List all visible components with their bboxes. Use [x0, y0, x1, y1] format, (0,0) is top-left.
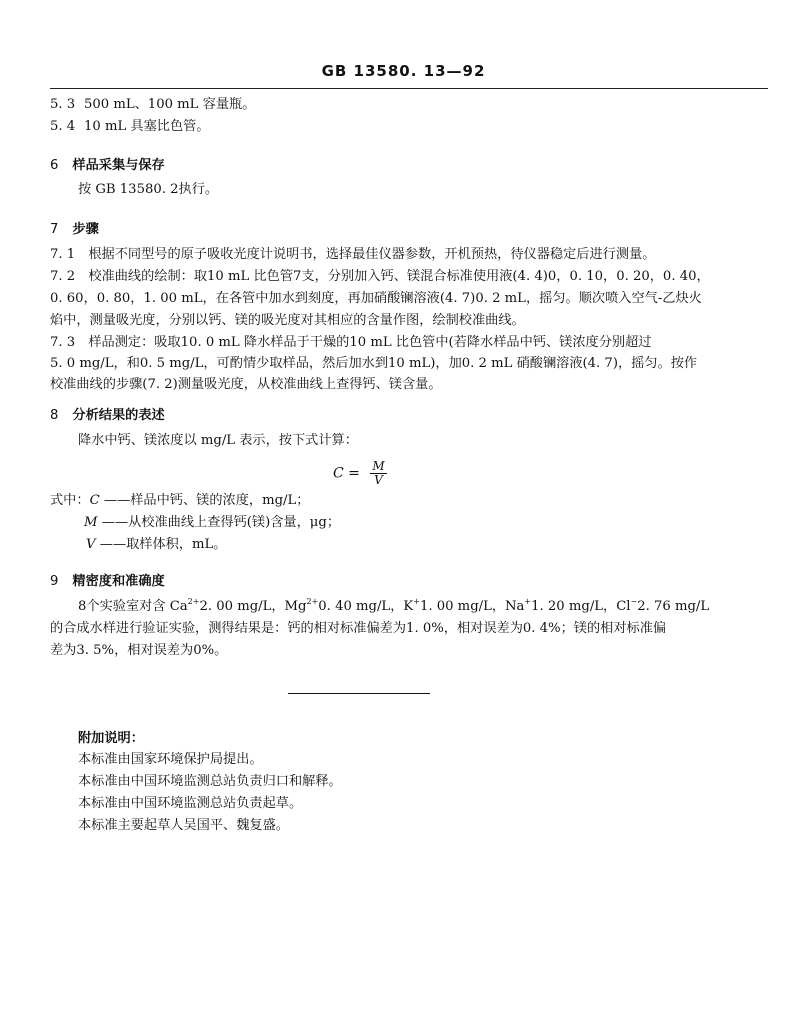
section-6-body: 按 GB 13580. 2执行。 — [78, 182, 219, 197]
text-run: 2. 00 mg/L，Mg — [199, 599, 307, 614]
section-8-heading — [50, 404, 165, 423]
where-label: 式中： — [50, 493, 90, 508]
section-8-intro: 降水中钙、镁浓度以 mg/L 表示，按下式计算： — [78, 433, 358, 448]
superscript: + — [524, 597, 532, 606]
note-line: 本标准由中国环境监测总站负责归口和解释。 — [78, 774, 342, 789]
variable-definition — [84, 514, 340, 532]
variable-description: ——样品中钙、镁的浓度，mg/L； — [99, 493, 310, 508]
section-9-line: 差为3. 5%，相对误差为0%。 — [50, 643, 228, 658]
section-9-heading — [50, 570, 165, 589]
section-number: 7 — [50, 222, 59, 237]
text-run: 0. 40 mg/L，K — [318, 599, 414, 614]
section-7-line: 焰中，测量吸光度，分别以钙、镁的吸光度对其相应的含量作图，绘制校准曲线。 — [50, 313, 525, 328]
superscript: 2+ — [187, 597, 200, 606]
section-7-line: 0. 60，0. 80，1. 00 mL，在各管中加水到刻度，再加硝酸镧溶液(4. 7)0. 2 mL，摇匀。顺次喷入空气-乙炔火 — [50, 291, 702, 306]
section-7-line: 7. 1 根据不同型号的原子吸收光度计说明书，选择最佳仪器参数，开机预热，待仪器稳定后进行测量。 — [50, 247, 656, 262]
section-number: 8 — [50, 408, 59, 423]
header-rule — [50, 88, 768, 89]
formula-denominator: V — [374, 473, 383, 487]
variable-description: ——取样体积，mL。 — [95, 537, 227, 552]
note-line: 本标准由国家环境保护局提出。 — [78, 752, 263, 767]
section-number: 6 — [50, 158, 59, 173]
standard-code-header: GB 13580. 13—92 — [321, 62, 486, 80]
variable-description: ——从校准曲线上查得钙(镁)含量，μg； — [97, 515, 341, 530]
text-run: 8个实验室对含 Ca — [78, 599, 188, 614]
variable-symbol: V — [86, 537, 96, 552]
item-number: 5. 3 — [50, 97, 76, 112]
notes-title: 附加说明： — [78, 731, 144, 746]
section-7-line: 校准曲线的步骤(7. 2)测量吸光度，从校准曲线上查得钙、镁含量。 — [50, 377, 442, 392]
variable-definition — [50, 492, 309, 510]
item-5-3 — [50, 96, 255, 114]
section-7-line: 7. 2 校准曲线的绘制：取10 mL 比色管7支，分别加入钙、镁混合标准使用液(4. 4)0，0. 10，0. 20，0. 40， — [50, 269, 710, 284]
variable-symbol: M — [84, 515, 98, 530]
formula-fraction — [370, 460, 386, 487]
formula-lhs: C = — [333, 465, 360, 482]
superscript: − — [630, 597, 638, 606]
item-number: 5. 4 — [50, 119, 76, 134]
section-title: 步骤 — [72, 222, 99, 237]
section-6-heading — [50, 154, 165, 173]
section-title: 精密度和准确度 — [72, 574, 165, 589]
variable-definition — [86, 536, 227, 554]
end-separator — [288, 693, 430, 694]
section-7-line: 5. 0 mg/L，和0. 5 mg/L，可酌情少取样品，然后加水到10 mL)，加0. 2 mL 硝酸镧溶液(4. 7)，摇匀。按作 — [50, 356, 698, 371]
item-text: 500 mL、100 mL 容量瓶。 — [84, 97, 256, 112]
section-title: 分析结果的表述 — [72, 408, 165, 423]
section-7-heading — [50, 218, 99, 237]
section-number: 9 — [50, 574, 59, 589]
note-line: 本标准由中国环境监测总站负责起草。 — [78, 796, 303, 811]
text-run: 1. 20 mg/L，Cl — [531, 599, 631, 614]
formula-numerator: M — [372, 459, 385, 473]
item-5-4 — [50, 118, 210, 136]
section-9-line: 的合成水样进行验证实验，测得结果是：钙的相对标准偏差为1. 0%，相对误差为0. 4%；镁的相对标准偏 — [50, 621, 667, 636]
variable-symbol: C — [89, 493, 100, 508]
section-7-line: 7. 3 样品测定：吸取10. 0 mL 降水样品于干燥的10 mL 比色管中(若降水样品中钙、镁浓度分别超过 — [50, 335, 652, 350]
superscript: + — [413, 597, 420, 606]
section-9-line — [78, 598, 709, 616]
text-run: 1. 00 mg/L，Na — [419, 599, 525, 614]
section-title: 样品采集与保存 — [72, 158, 165, 173]
superscript: 2+ — [306, 597, 319, 606]
concentration-formula — [333, 460, 387, 487]
text-run: 2. 76 mg/L — [637, 599, 710, 614]
note-line: 本标准主要起草人吴国平、魏复盛。 — [78, 818, 289, 833]
item-text: 10 mL 具塞比色管。 — [84, 119, 210, 134]
